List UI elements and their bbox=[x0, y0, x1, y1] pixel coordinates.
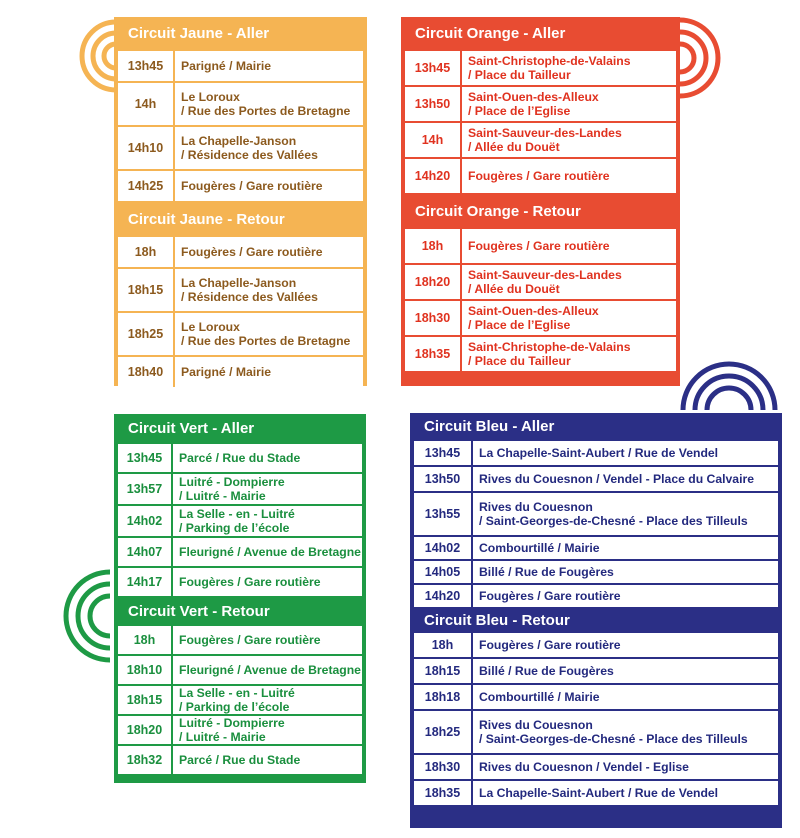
stop-name bbox=[473, 493, 778, 535]
stop-name-line: Fougères / Gare routière bbox=[468, 239, 610, 253]
departure-time: 18h bbox=[414, 633, 473, 657]
stop-name-line: La Chapelle-Saint-Aubert / Rue de Vendel bbox=[479, 786, 719, 800]
stop-name-line: Rives du Couesnon bbox=[479, 500, 593, 514]
schedule-row bbox=[405, 159, 676, 193]
stop-name-line: Fougères / Gare routière bbox=[479, 638, 621, 652]
signal-arcs-icon-bleu bbox=[670, 345, 790, 415]
departure-time: 14h20 bbox=[405, 159, 462, 193]
section-title-vert-aller: Circuit Vert - Aller bbox=[128, 420, 255, 437]
schedule-row bbox=[405, 337, 676, 371]
stop-name bbox=[173, 746, 362, 774]
schedule-row bbox=[414, 441, 778, 465]
departure-time: 18h35 bbox=[414, 781, 473, 805]
stop-name bbox=[173, 716, 362, 744]
schedule-row bbox=[118, 656, 362, 684]
stop-name-line: / Allée du Douët bbox=[468, 140, 560, 154]
departure-time: 13h45 bbox=[414, 441, 473, 465]
stop-name-line: Le Loroux bbox=[181, 90, 240, 104]
stop-name bbox=[173, 568, 362, 596]
stop-name bbox=[462, 337, 676, 371]
schedule-row bbox=[414, 685, 778, 709]
stop-name bbox=[462, 265, 676, 299]
stop-name-line: Fougères / Gare routière bbox=[181, 179, 323, 193]
stop-name-line: La Selle - en - Luitré bbox=[179, 686, 295, 700]
stop-name-line: / Rue des Portes de Bretagne bbox=[181, 104, 351, 118]
schedule-row bbox=[118, 746, 362, 774]
schedule-row bbox=[118, 444, 362, 472]
stop-name-line: Combourtillé / Mairie bbox=[479, 541, 600, 555]
stop-name bbox=[462, 51, 676, 85]
stop-name-line: / Luitré - Mairie bbox=[179, 489, 266, 503]
departure-time: 18h15 bbox=[414, 659, 473, 683]
section-title-orange-aller: Circuit Orange - Aller bbox=[415, 25, 566, 42]
schedule-row bbox=[118, 237, 363, 267]
departure-time: 14h02 bbox=[118, 506, 173, 536]
stop-name bbox=[175, 83, 363, 125]
stop-name-line: Rives du Couesnon / Vendel - Place du Calvaire bbox=[479, 472, 754, 486]
departure-time: 13h45 bbox=[405, 51, 462, 85]
departure-time: 18h18 bbox=[414, 685, 473, 709]
schedule-row bbox=[414, 659, 778, 683]
stop-name bbox=[473, 633, 778, 657]
schedule-row bbox=[118, 474, 362, 504]
departure-time: 18h32 bbox=[118, 746, 173, 774]
schedule-row bbox=[118, 626, 362, 654]
section-title-jaune-retour: Circuit Jaune - Retour bbox=[128, 211, 285, 228]
schedule-row bbox=[118, 686, 362, 714]
schedule-row bbox=[405, 87, 676, 121]
schedule-row bbox=[405, 123, 676, 157]
departure-time: 14h02 bbox=[414, 537, 473, 559]
stop-name-line: Saint-Ouen-des-Alleux bbox=[468, 304, 599, 318]
schedule-row bbox=[405, 229, 676, 263]
schedule-row bbox=[414, 537, 778, 559]
stop-name-line: / Résidence des Vallées bbox=[181, 148, 318, 162]
schedule-row bbox=[414, 493, 778, 535]
stop-name bbox=[473, 537, 778, 559]
stop-name-line: / Saint-Georges-de-Chesné - Place des Tilleuls bbox=[479, 514, 748, 528]
section-title-bleu-retour: Circuit Bleu - Retour bbox=[424, 612, 570, 629]
schedule-row bbox=[118, 51, 363, 81]
schedule-row bbox=[118, 127, 363, 169]
stop-name bbox=[175, 171, 363, 201]
stop-name bbox=[473, 659, 778, 683]
stop-name bbox=[175, 127, 363, 169]
stop-name-line: Rives du Couesnon / Vendel - Eglise bbox=[479, 760, 689, 774]
stop-name bbox=[175, 237, 363, 267]
departure-time: 14h07 bbox=[118, 538, 173, 566]
stop-name-line: Fleurigné / Avenue de Bretagne bbox=[179, 545, 361, 559]
schedule-row bbox=[118, 538, 362, 566]
stop-name bbox=[473, 561, 778, 583]
section-title-vert-retour: Circuit Vert - Retour bbox=[128, 603, 270, 620]
stop-name bbox=[473, 585, 778, 607]
stop-name-line: Fougères / Gare routière bbox=[468, 169, 610, 183]
departure-time: 13h55 bbox=[414, 493, 473, 535]
stop-name-line: / Résidence des Vallées bbox=[181, 290, 318, 304]
departure-time: 14h17 bbox=[118, 568, 173, 596]
stop-name bbox=[173, 506, 362, 536]
departure-time: 14h20 bbox=[414, 585, 473, 607]
schedule-row bbox=[414, 467, 778, 491]
schedule-row bbox=[405, 301, 676, 335]
departure-time: 18h40 bbox=[118, 357, 175, 387]
departure-time: 18h25 bbox=[118, 313, 175, 355]
schedule-row bbox=[118, 506, 362, 536]
stop-name-line: Saint-Sauveur-des-Landes bbox=[468, 268, 622, 282]
stop-name bbox=[173, 538, 362, 566]
departure-time: 18h30 bbox=[414, 755, 473, 779]
stop-name bbox=[175, 357, 363, 387]
stop-name bbox=[173, 686, 362, 714]
stop-name-line: / Place de l’Eglise bbox=[468, 104, 571, 118]
departure-time: 18h20 bbox=[405, 265, 462, 299]
departure-time: 14h25 bbox=[118, 171, 175, 201]
stop-name-line: Rives du Couesnon bbox=[479, 718, 593, 732]
departure-time: 14h10 bbox=[118, 127, 175, 169]
stop-name-line: Parigné / Mairie bbox=[181, 59, 272, 73]
stop-name bbox=[462, 229, 676, 263]
stop-name-line: Le Loroux bbox=[181, 320, 240, 334]
circuit-orange-panel bbox=[401, 17, 680, 386]
schedule-row bbox=[118, 83, 363, 125]
stop-name bbox=[473, 467, 778, 491]
section-title-bleu-aller: Circuit Bleu - Aller bbox=[424, 418, 555, 435]
departure-time: 13h45 bbox=[118, 444, 173, 472]
stop-name-line: / Place du Tailleur bbox=[468, 354, 571, 368]
schedule-row bbox=[118, 357, 363, 387]
departure-time: 18h15 bbox=[118, 686, 173, 714]
stop-name-line: / Allée du Douët bbox=[468, 282, 560, 296]
schedule-row bbox=[118, 313, 363, 355]
schedule-row bbox=[414, 585, 778, 607]
stop-name bbox=[173, 656, 362, 684]
stop-name-line: Saint-Christophe-de-Valains bbox=[468, 54, 631, 68]
stop-name-line: / Saint-Georges-de-Chesné - Place des Tilleuls bbox=[479, 732, 748, 746]
schedule-row bbox=[414, 755, 778, 779]
departure-time: 14h bbox=[405, 123, 462, 157]
stop-name bbox=[473, 781, 778, 805]
stop-name-line: Fougères / Gare routière bbox=[181, 245, 323, 259]
stop-name bbox=[473, 685, 778, 709]
stop-name bbox=[462, 159, 676, 193]
stop-name-line: Saint-Ouen-des-Alleux bbox=[468, 90, 599, 104]
stop-name-line: Parigné / Mairie bbox=[181, 365, 272, 379]
departure-time: 18h30 bbox=[405, 301, 462, 335]
stop-name bbox=[462, 301, 676, 335]
stop-name bbox=[473, 711, 778, 753]
departure-time: 14h05 bbox=[414, 561, 473, 583]
schedule-row bbox=[414, 633, 778, 657]
stop-name-line: Saint-Sauveur-des-Landes bbox=[468, 126, 622, 140]
stop-name bbox=[173, 474, 362, 504]
stop-name-line: Saint-Christophe-de-Valains bbox=[468, 340, 631, 354]
stop-name bbox=[462, 123, 676, 157]
stop-name-line: La Chapelle-Janson bbox=[181, 134, 297, 148]
stop-name-line: Fougères / Gare routière bbox=[479, 589, 621, 603]
section-title-orange-retour: Circuit Orange - Retour bbox=[415, 203, 581, 220]
stop-name-line: Parcé / Rue du Stade bbox=[179, 451, 301, 465]
departure-time: 18h20 bbox=[118, 716, 173, 744]
signal-arcs-icon-orange bbox=[670, 14, 750, 109]
section-title-jaune-aller: Circuit Jaune - Aller bbox=[128, 25, 270, 42]
stop-name-line: Luitré - Dompierre bbox=[179, 475, 285, 489]
stop-name-line: Billé / Rue de Fougères bbox=[479, 565, 614, 579]
schedule-row bbox=[405, 265, 676, 299]
stop-name-line: La Chapelle-Saint-Aubert / Rue de Vendel bbox=[479, 446, 719, 460]
departure-time: 13h45 bbox=[118, 51, 175, 81]
stop-name-line: Billé / Rue de Fougères bbox=[479, 664, 614, 678]
schedule-row bbox=[414, 561, 778, 583]
stop-name-line: / Place de l’Eglise bbox=[468, 318, 571, 332]
departure-time: 18h bbox=[405, 229, 462, 263]
departure-time: 18h35 bbox=[405, 337, 462, 371]
departure-time: 13h57 bbox=[118, 474, 173, 504]
circuit-jaune-panel bbox=[114, 17, 367, 386]
circuit-bleu-panel bbox=[410, 413, 782, 828]
departure-time: 13h50 bbox=[414, 467, 473, 491]
stop-name bbox=[173, 626, 362, 654]
stop-name-line: Fleurigné / Avenue de Bretagne bbox=[179, 663, 361, 677]
stop-name-line: / Parking de l’école bbox=[179, 521, 290, 535]
stop-name bbox=[175, 269, 363, 311]
stop-name-line: / Luitré - Mairie bbox=[179, 730, 266, 744]
schedule-row bbox=[118, 568, 362, 596]
stop-name-line: / Parking de l’école bbox=[179, 700, 290, 714]
stop-name bbox=[473, 755, 778, 779]
stop-name bbox=[462, 87, 676, 121]
schedule-row bbox=[118, 171, 363, 201]
departure-time: 13h50 bbox=[405, 87, 462, 121]
stop-name-line: Parcé / Rue du Stade bbox=[179, 753, 301, 767]
departure-time: 18h bbox=[118, 626, 173, 654]
stop-name-line: Fougères / Gare routière bbox=[179, 633, 321, 647]
stop-name-line: / Place du Tailleur bbox=[468, 68, 571, 82]
stop-name-line: La Chapelle-Janson bbox=[181, 276, 297, 290]
signal-arcs-icon-vert bbox=[50, 565, 120, 670]
stop-name bbox=[175, 51, 363, 81]
schedule-row bbox=[414, 711, 778, 753]
stop-name bbox=[173, 444, 362, 472]
stop-name-line: Combourtillé / Mairie bbox=[479, 690, 600, 704]
departure-time: 18h10 bbox=[118, 656, 173, 684]
schedule-row bbox=[118, 716, 362, 744]
stop-name-line: Fougères / Gare routière bbox=[179, 575, 321, 589]
stop-name bbox=[175, 313, 363, 355]
stop-name-line: La Selle - en - Luitré bbox=[179, 507, 295, 521]
schedule-row bbox=[414, 781, 778, 805]
departure-time: 18h25 bbox=[414, 711, 473, 753]
departure-time: 18h bbox=[118, 237, 175, 267]
departure-time: 14h bbox=[118, 83, 175, 125]
stop-name-line: Luitré - Dompierre bbox=[179, 716, 285, 730]
schedule-row bbox=[405, 51, 676, 85]
departure-time: 18h15 bbox=[118, 269, 175, 311]
stop-name bbox=[473, 441, 778, 465]
circuit-vert-panel bbox=[114, 414, 366, 783]
schedule-row bbox=[118, 269, 363, 311]
stop-name-line: / Rue des Portes de Bretagne bbox=[181, 334, 351, 348]
